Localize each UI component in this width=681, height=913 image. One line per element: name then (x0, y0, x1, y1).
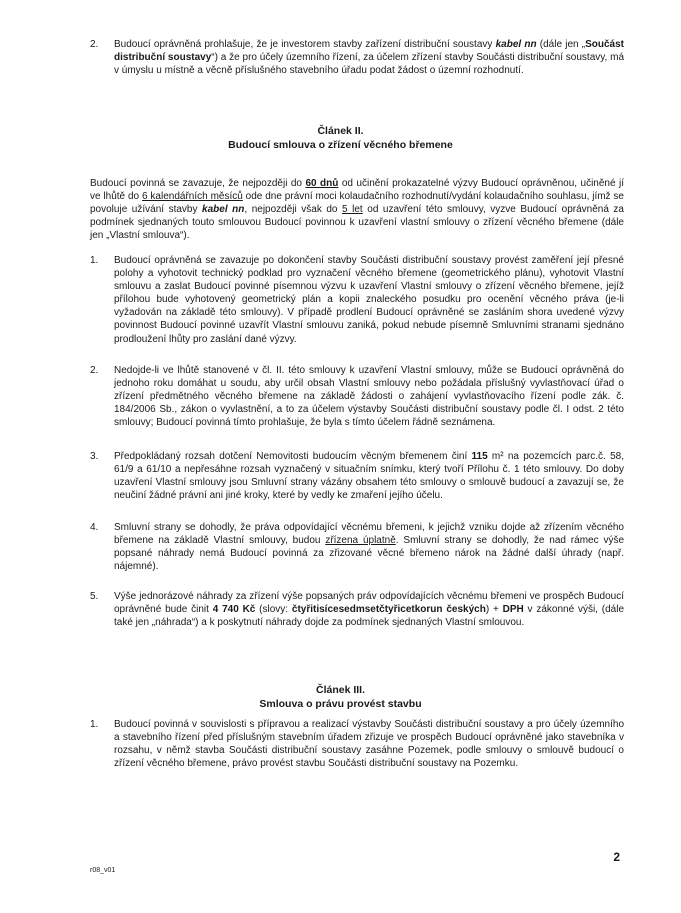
easement-area: 115 (471, 451, 488, 462)
compensation-amount: 4 740 Kč (212, 604, 256, 616)
article-2-item-5 (90, 590, 624, 629)
list-number: 4. (90, 522, 99, 533)
defined-term: Součást distribuční soustavy (114, 39, 624, 64)
compensation-amount-words: čtyřitisícesedmsetčtyřicetkorun českých (291, 604, 486, 616)
project-name: kabel nn (495, 39, 537, 50)
list-text: Výše jednorázové náhrady za zřízení výše popsaných práv odpovídajících věcnému břemeni ve prospěch Budoucí oprávněné bude činit 4 740 Kč (slovy: čtyřitisícesedmsetčtyřicetkorun českých) + DPH v zákonné výši, (dále také jen „náhrada“) a k poskytnutí náhrady dojde za podmínek sjednaných Vlastní smlouvou. (114, 591, 625, 629)
article-2-item-2 (90, 364, 624, 429)
list-number: 3. (90, 451, 99, 462)
paid-easement-term: zřízena úplatně (325, 535, 396, 547)
article-3-title: Článek III. (315, 684, 366, 696)
list-number: 2. (90, 365, 99, 376)
list-text: Předpokládaný rozsah dotčení Nemovitosti budoucím věcným břemenem činí 115 m² na pozemcích parc.č. 58, 61/9 a 61/10 a nepřesáhne rozsah vyznačený v situačním snímku, který tvoří Přílohu č. 1 této smlouvy. Do doby uzavření Vlastní smlouvy jsou Smluvní strany vázány obsahem této smlouvy o smlouvě budoucí a zavazují se, že neučiní žádné právní ani jiné kroky, které by vedly ke zmaření jejího účelu. (114, 451, 624, 502)
deadline-days: 60 dnů (305, 178, 339, 189)
article-2-intro-paragraph: Budoucí povinná se zavazuje, že nejpozději do 60 dnů od učinění prokazatelné výzvy Budoucí oprávněnou, učiněné jí ve lhůtě do 6 kalendářních měsíců ode dne právní moci kolaudačního rozhodnutí/vydání kolaudačního souhlasu, jímž se povoluje užívání stavby kabel nn, nejpozději však do 5 let od uzavření této smlouvy, vyzve Budoucí oprávněná za podmínek sjednaných touto smlouvou Budoucí povinnou k uzavření vlastní smlouvy o zřízení věcného břemene (dále jen „Vlastní smlouva“). (90, 178, 624, 242)
article-2-item-1 (90, 254, 624, 346)
deadline-years: 5 let (342, 204, 363, 216)
list-text: Nedojde-li ve lhůtě stanovené v čl. II. této smlouvy k uzavření Vlastní smlouvy, může se Budoucí oprávněná do jednoho roku domáhat u soudu, aby určil obsah Vlastní smlouvy nebo požádala příslušný vyvlastňovací úřad o zřízení předmětného věcného břemene na základě žádosti o zahájení vyvlastňovacího řízení podle zák. č. 184/2006 Sb., zákon o vyvlastnění, a to za účelem výstavby Součásti distribuční soustavy podle čl. I odst. 2 této smlouvy; Budoucí povinná tímto prohlašuje, že byla s tímto účelem řádně seznámena. (114, 365, 624, 429)
article-2-subtitle: Budoucí smlouva o zřízení věcného břemene (228, 139, 453, 151)
vat-label: DPH (502, 604, 524, 616)
list-number: 1. (90, 255, 99, 266)
article-2-title: Článek II. (317, 125, 364, 137)
list-text: Budoucí oprávněná se zavazuje po dokončení stavby Součásti distribuční soustavy provést zaměření její přesné polohy a vyhotovit technický podklad pro vyznačení věcného břemene (geometrického plánu), vyhotovit Vlastní smlouvu a zaslat Budoucí povinné písemnou výzvu k uzavření Vlastní smlouvy o zřízení věcného břemene, jejíž přílohou bude vyhotovený geometrický plán a kopii znaleckého posudku pro ocenění věcného práva (je-li vyžadován na základě této smlouvy). V případě prodlení Budoucí oprávněné se zasláním shora uvedené výzvy povinnost Budoucí povinné uzavřít Vlastní smlouvu zaniká, pokud nebude písemně Smluvními stranami sjednáno prodloužení lhůty pro zaslání dané výzvy. (114, 255, 624, 345)
article-2-item-4 (90, 521, 624, 573)
article-3-item-1 (90, 718, 624, 770)
article-2-item-3 (90, 450, 624, 502)
page-number: 2 (613, 850, 620, 864)
list-text: Budoucí povinná v souvislosti s přípravou a realizací výstavby Součásti distribuční soustavy a pro účely územního a stavebního řízení před příslušným stavebním úřadem zřizuje ve prospěch Budoucí oprávněné jako stavebníka v rozsahu, v němž stavba Součásti distribuční soustavy zasáhne Pozemek, podle smlouvy o smlouvě budoucí o zřízení věcného břemene, právo provést stavbu Součásti distribuční soustavy na Pozemku. (114, 719, 624, 770)
list-text: Budoucí oprávněná prohlašuje, že je investorem stavby zařízení distribuční soustavy kabel nn (dále jen „Součást distribuční soustavy“) a že pro účely územního řízení, za účelem zřízení stavby Součásti distribuční soustavy, má v úmyslu u místně a věcně příslušného stavebního úřadu podat žádost o územní rozhodnutí. (114, 39, 625, 77)
footer-code: r08_v01 (90, 867, 116, 874)
article-3-subtitle: Smlouva o právu provést stavbu (259, 698, 422, 710)
intro-item-2 (90, 38, 624, 77)
list-number: 1. (90, 719, 99, 730)
project-name: kabel nn (202, 204, 245, 216)
deadline-months: 6 kalendářních měsíců (142, 191, 243, 203)
list-number: 2. (90, 39, 99, 50)
list-text: Smluvní strany se dohodly, že práva odpovídající věcnému břemeni, k jejichž vzniku dojde až zřízením věcného břemene na základě Vlastní smlouvy, budou zřízena úplatně. Smluvní strany se dohodly, že nad rámec výše popsané náhrady nemá Budoucí povinná za zřizované věcné břemeno nárok na žádné další úhrady (např. nájemné). (114, 522, 625, 573)
list-number: 5. (90, 591, 99, 602)
